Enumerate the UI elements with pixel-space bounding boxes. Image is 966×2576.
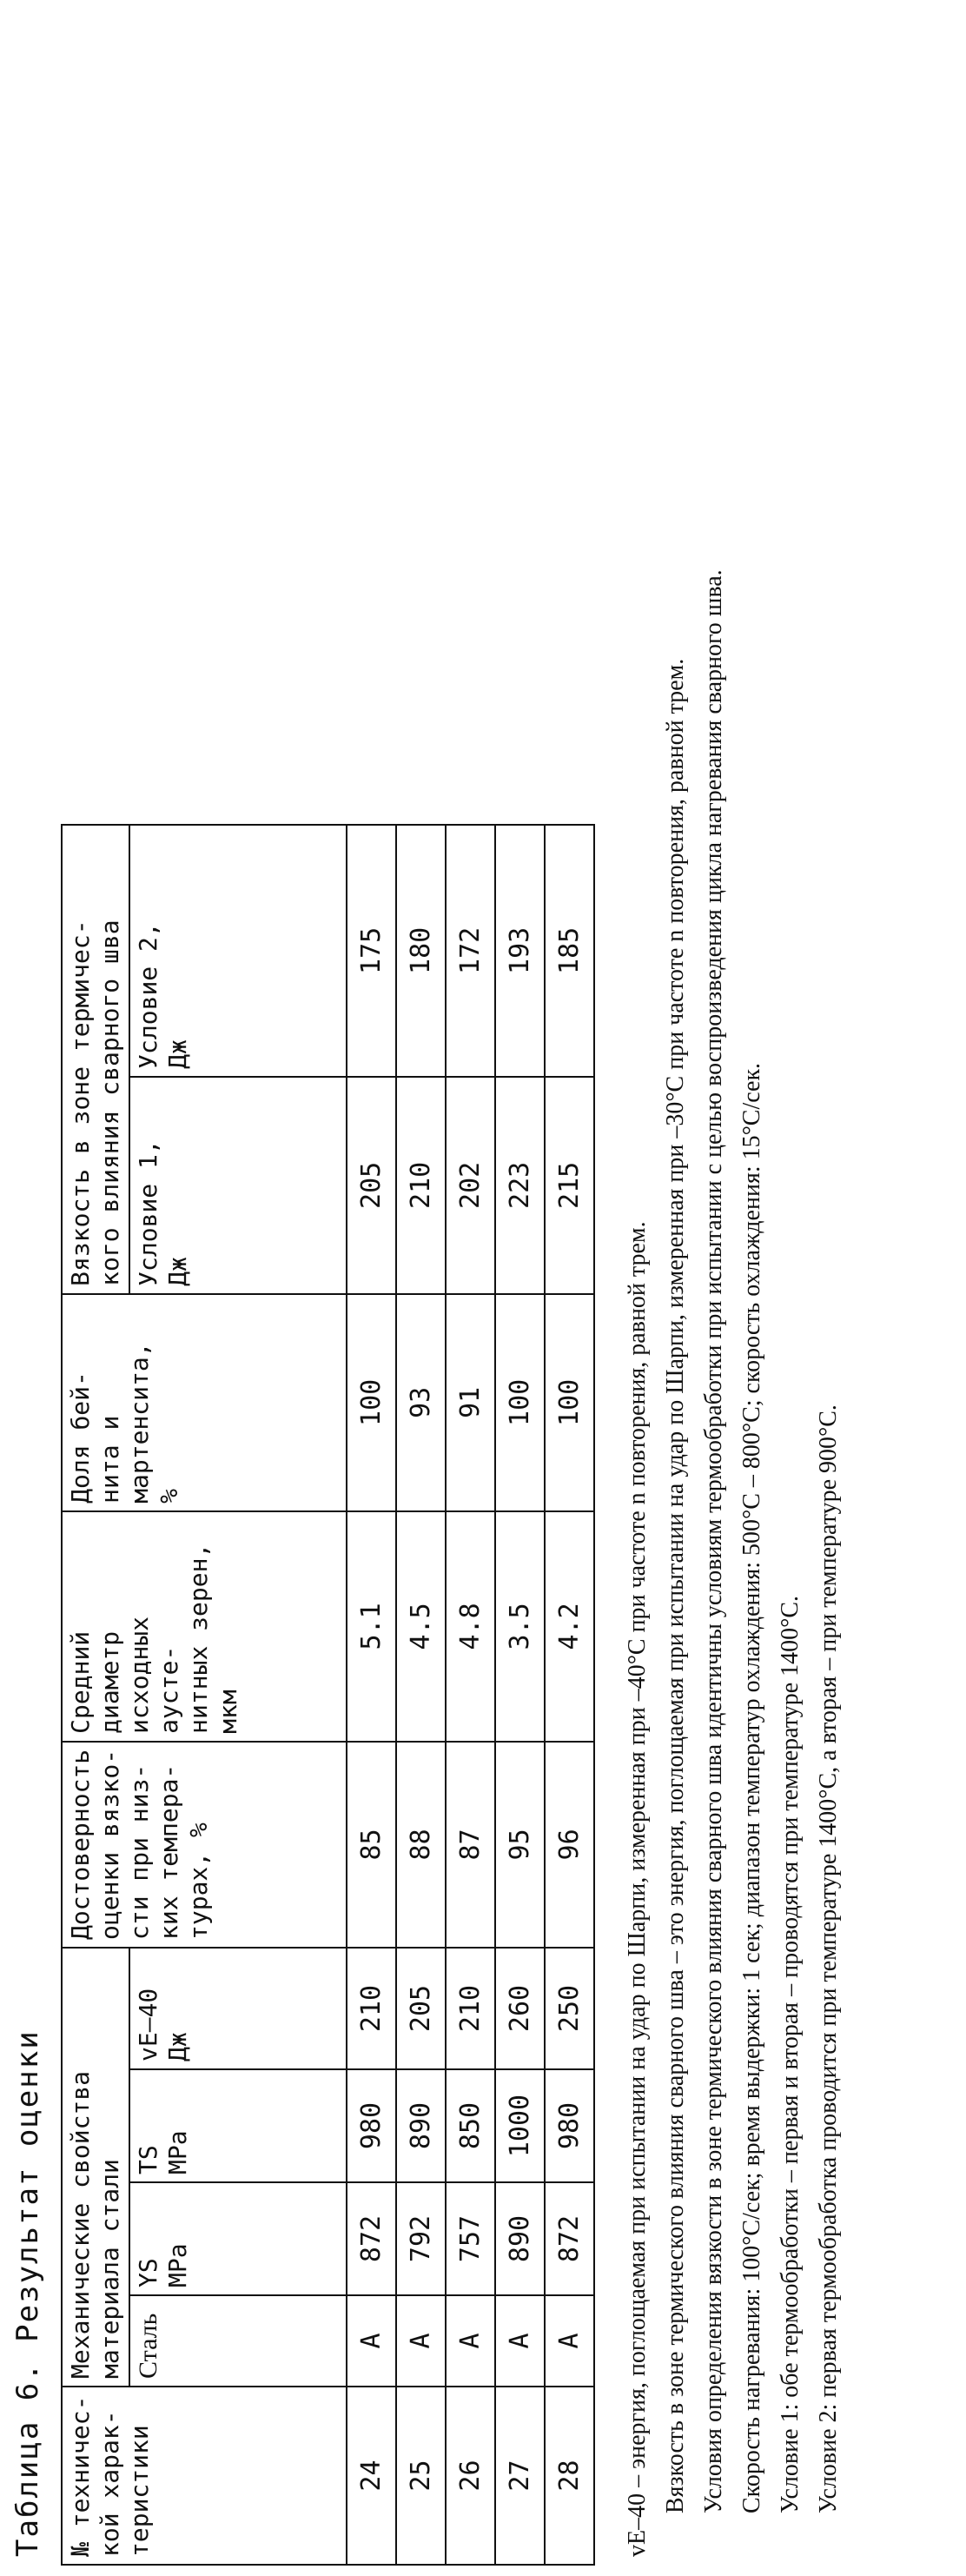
cell-grain-diameter: 4.8 bbox=[446, 1511, 495, 1742]
cell-ts: 980 bbox=[545, 2069, 594, 2182]
cell-ts: 1000 bbox=[495, 2069, 545, 2182]
cell-condition-1: 223 bbox=[495, 1077, 545, 1294]
cell-reliability: 96 bbox=[545, 1742, 594, 1948]
note-heating-rate: Скорость нагревания: 100°C/сек; время выдержки: 1 сек; диапазон температур охлаждения: 500°C – 800°C; скорость охлаждения: 15°C/сек. bbox=[733, 210, 771, 2557]
note-condition-2: Условие 2: первая термообработка проводится при температуре 1400°C, а вторая – при температуре 900°C. bbox=[810, 210, 848, 2557]
note-condition-1: Условие 1: обе термообработки – первая и вторая – проводятся при температуре 1400°C. bbox=[771, 210, 810, 2557]
cell-ve40: 260 bbox=[495, 1948, 545, 2069]
cell-grain-diameter: 4.2 bbox=[545, 1511, 594, 1742]
cell-bainite-martensite: 93 bbox=[396, 1294, 446, 1511]
header-steel: Сталь bbox=[129, 2295, 347, 2387]
cell-ys: 872 bbox=[347, 2182, 396, 2295]
cell-no: 26 bbox=[446, 2387, 495, 2565]
cell-no: 28 bbox=[545, 2387, 594, 2565]
note-ve40: vE–40 – энергия, поглощаемая при испытании на удар по Шарпи, измеренная при –40°C при частоте n повторения, равной трем. bbox=[619, 210, 657, 2557]
cell-steel: A bbox=[396, 2295, 446, 2387]
cell-ve40: 210 bbox=[347, 1948, 396, 2069]
table-title: Таблица 6. Результат оценки bbox=[10, 2029, 45, 2557]
cell-condition-1: 215 bbox=[545, 1077, 594, 1294]
cell-reliability: 85 bbox=[347, 1742, 396, 1948]
note-haz-toughness: Вязкость в зоне термического влияния сварного шва – это энергия, поглощаемая при испытании на удар по Шарпи, измеренная при –30°C при частоте n повторения, равной трем. bbox=[657, 210, 695, 2557]
cell-ve40: 250 bbox=[545, 1948, 594, 2069]
header-grain-diameter: Средний диаметр исходных аусте- нитных зерен, мкм bbox=[62, 1511, 347, 1742]
cell-bainite-martensite: 91 bbox=[446, 1294, 495, 1511]
table-row bbox=[347, 825, 396, 2565]
cell-ve40: 205 bbox=[396, 1948, 446, 2069]
cell-bainite-martensite: 100 bbox=[347, 1294, 396, 1511]
results-table bbox=[61, 824, 595, 2566]
document-page bbox=[0, 0, 966, 2576]
cell-grain-diameter: 3.5 bbox=[495, 1511, 545, 1742]
header-ys: YS MPa bbox=[129, 2182, 347, 2295]
cell-grain-diameter: 5.1 bbox=[347, 1511, 396, 1742]
cell-ve40: 210 bbox=[446, 1948, 495, 2069]
header-bainite-martensite: Доля бей- нита и мартенсита, % bbox=[62, 1294, 347, 1511]
cell-condition-2: 172 bbox=[446, 825, 495, 1077]
cell-steel: A bbox=[446, 2295, 495, 2387]
header-ve40: vE–40 Дж bbox=[129, 1948, 347, 2069]
cell-condition-2: 185 bbox=[545, 825, 594, 1077]
cell-bainite-martensite: 100 bbox=[495, 1294, 545, 1511]
header-reliability: Достоверность оценки вязко- сти при низ- ких темпера- турах, % bbox=[62, 1742, 347, 1948]
cell-ys: 792 bbox=[396, 2182, 446, 2295]
table-row bbox=[495, 825, 545, 2565]
notes-block bbox=[619, 210, 848, 2557]
header-condition-1: Условие 1, Дж bbox=[129, 1077, 347, 1294]
header-row-1 bbox=[62, 825, 129, 2565]
cell-steel: A bbox=[495, 2295, 545, 2387]
cell-ts: 850 bbox=[446, 2069, 495, 2182]
cell-condition-2: 175 bbox=[347, 825, 396, 1077]
cell-no: 25 bbox=[396, 2387, 446, 2565]
cell-condition-2: 180 bbox=[396, 825, 446, 1077]
cell-condition-1: 205 bbox=[347, 1077, 396, 1294]
header-mechanical-properties: Механические свойства материала стали bbox=[62, 1948, 129, 2387]
cell-ys: 872 bbox=[545, 2182, 594, 2295]
cell-ts: 890 bbox=[396, 2069, 446, 2182]
cell-condition-1: 210 bbox=[396, 1077, 446, 1294]
header-ts: TS MPa bbox=[129, 2069, 347, 2182]
cell-no: 24 bbox=[347, 2387, 396, 2565]
header-technical-no: № техничес- кой харак- теристики bbox=[62, 2387, 347, 2565]
cell-no: 27 bbox=[495, 2387, 545, 2565]
table-row bbox=[545, 825, 594, 2565]
header-condition-2: Условие 2, Дж bbox=[129, 825, 347, 1077]
table-row bbox=[446, 825, 495, 2565]
cell-reliability: 88 bbox=[396, 1742, 446, 1948]
cell-ys: 890 bbox=[495, 2182, 545, 2295]
cell-bainite-martensite: 100 bbox=[545, 1294, 594, 1511]
table-row bbox=[396, 825, 446, 2565]
note-test-conditions: Условия определения вязкости в зоне термического влияния сварного шва идентичны условиям термообработки при испытании с целью воспроизведения цикла нагревания сварного шва. bbox=[695, 210, 733, 2557]
cell-reliability: 87 bbox=[446, 1742, 495, 1948]
cell-grain-diameter: 4.5 bbox=[396, 1511, 446, 1742]
header-haz-toughness: Вязкость в зоне термичес- кого влияния сварного шва bbox=[62, 825, 129, 1294]
cell-condition-2: 193 bbox=[495, 825, 545, 1077]
cell-condition-1: 202 bbox=[446, 1077, 495, 1294]
cell-ys: 757 bbox=[446, 2182, 495, 2295]
cell-steel: A bbox=[347, 2295, 396, 2387]
cell-reliability: 95 bbox=[495, 1742, 545, 1948]
cell-ts: 980 bbox=[347, 2069, 396, 2182]
cell-steel: A bbox=[545, 2295, 594, 2387]
